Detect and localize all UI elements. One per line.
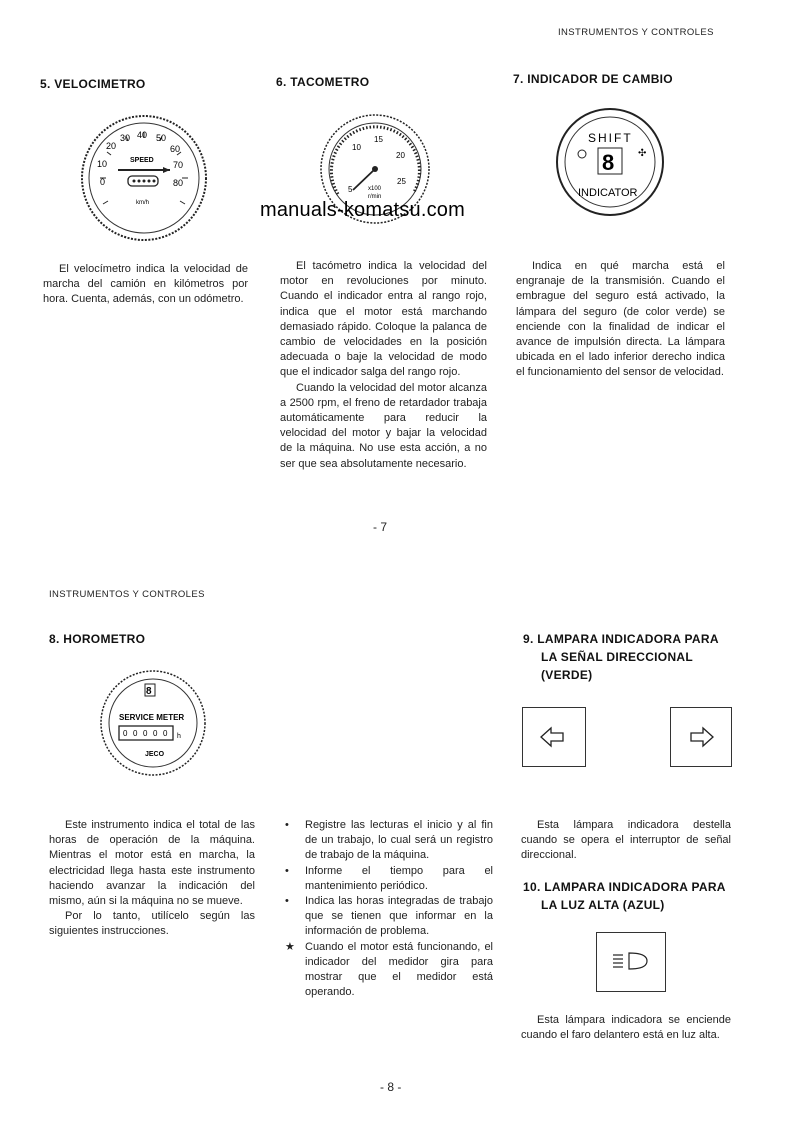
list-item: • Indica las horas integradas de trabajo que se tienen que informar en la información de problema.	[285, 895, 493, 938]
tacho-tick-10: 10	[352, 143, 361, 152]
list-item: • Informe el tiempo para el mantenimiento periódico.	[285, 864, 493, 892]
high-beam-icon	[613, 953, 647, 969]
left-turn-lamp	[522, 707, 586, 767]
shift-digit: 8	[602, 150, 615, 175]
tacho-tick-25: 25	[397, 177, 406, 186]
right-turn-lamp	[670, 707, 732, 767]
luz-alta-text: Esta lámpara indicadora se enciende cuando el faro delantero está en luz alta.	[521, 1014, 731, 1042]
velocimetro-text: El velocímetro indica la velocidad de marcha del camión en kilómetros por hora. Cuenta, además, con un odómetro.	[43, 263, 248, 306]
meter-digit-4: 0	[153, 729, 158, 738]
section-title-velocimetro: 5. VELOCIMETRO	[40, 77, 146, 91]
speed-tick-30: 30	[120, 133, 131, 143]
speed-unit: km/h	[136, 200, 150, 206]
service-meter-illustration	[87, 668, 219, 778]
speed-sensor-icon: ✣	[638, 148, 647, 159]
shift-bottom-label: INDICATOR	[578, 187, 638, 199]
speed-tick-60: 60	[170, 144, 181, 154]
horometro-bullets	[283, 818, 493, 1000]
indicador-cambio-text: Indica en qué marcha está el engranaje de la transmisión. Cuando el embrague del seguro está activado, la lámpara del seguro (de color verde) se enciende con la finalidad de indicar el avance de impulsión directa. La lámpara ubicada en el lado inferior derecho indica el funcionamiento del sensor de velocidad.	[516, 260, 725, 379]
section-title-indicador-cambio: 7. INDICADOR DE CAMBIO	[513, 72, 673, 86]
tacometro-text: El tacómetro indica la velocidad del motor en revoluciones por minuto. Cuando el indicador entra al rango rojo, indica que el motor está marchando demasiado rápido. Coloque la palanca de cambio de velocidades en la posición adecuada o baje la velocidad de modo que el indicador salga del rango rojo. Cuando la velocidad del motor alcanza a 2500 rpm, el freno de retardador trabaja automáticamente para reducir la velocidad del motor y bajar la velocidad de la máquina. No use esta acción, a no ser que sea absolutamente necesario.	[280, 260, 487, 470]
speed-tick-40: 40	[137, 130, 148, 140]
tacho-tick-5: 5	[348, 185, 353, 194]
list-item: ★ Cuando el motor está funcionando, el indicador del medidor gira para mostrar que el medidor está operando.	[285, 940, 493, 999]
speedometer-illustration	[78, 112, 210, 244]
meter-digit-3: 0	[143, 729, 148, 738]
tacho-multiplier: x100	[368, 186, 382, 192]
arrow-left-icon	[541, 728, 563, 746]
meter-brand: JECO	[145, 751, 165, 758]
speed-tick-70: 70	[173, 160, 184, 170]
speed-label: SPEED	[130, 157, 154, 164]
tacho-tick-15: 15	[374, 135, 383, 144]
speed-tick-80: 80	[173, 178, 184, 188]
service-meter-label: SERVICE METER	[119, 713, 185, 722]
tacho-tick-20: 20	[396, 151, 405, 160]
hour-pictogram: 8	[146, 686, 152, 697]
meter-digit-1: 0	[123, 729, 128, 738]
section-title-tacometro: 6. TACOMETRO	[276, 75, 370, 89]
speed-tick-20: 20	[106, 141, 117, 151]
speed-tick-50: 50	[156, 133, 167, 143]
section-title-luz-alta: 10. LAMPARA INDICADORA PARA LA LUZ ALTA (AZUL)	[523, 880, 726, 912]
page-header: INSTRUMENTOS Y CONTROLES	[558, 27, 714, 38]
high-beam-lamp	[596, 932, 666, 992]
tacho-label: r/min	[368, 194, 382, 200]
section-title-horometro: 8. HOROMETRO	[49, 632, 146, 646]
meter-unit: h	[177, 733, 181, 740]
shift-indicator-illustration	[554, 106, 666, 218]
page-number-7: - 7	[373, 520, 388, 534]
watermark: manuals-komatsu.com	[260, 199, 465, 221]
senal-direccional-text: Esta lámpara indicadora destella cuando se opera el interruptor de señal direccional.	[521, 819, 731, 862]
meter-digit-5: 0	[163, 729, 168, 738]
page-header-8: INSTRUMENTOS Y CONTROLES	[49, 589, 205, 600]
speed-tick-10: 10	[97, 159, 108, 169]
page-number-8: - 8 -	[380, 1080, 402, 1094]
meter-digit-2: 0	[133, 729, 138, 738]
arrow-right-icon	[691, 728, 713, 746]
speed-tick-0: 0	[100, 177, 106, 187]
section-title-senal-direccional: 9. LAMPARA INDICADORA PARA LA SEÑAL DIRECCIONAL (VERDE)	[523, 632, 719, 682]
list-item: • Registre las lecturas el inicio y al fin de un trabajo, lo cual será un registro de trabajo de la máquina.	[285, 819, 493, 862]
horometro-text: Este instrumento indica el total de las horas de operación de la máquina. Mientras el motor está en marcha, la electricidad llega hasta este instrumento haciendo avanzar la indicación del mismo, aún si la máquina no se mueve. Por lo tanto, utilícelo según las siguientes instrucciones.	[49, 819, 255, 938]
shift-top-label: SHIFT	[588, 131, 633, 145]
